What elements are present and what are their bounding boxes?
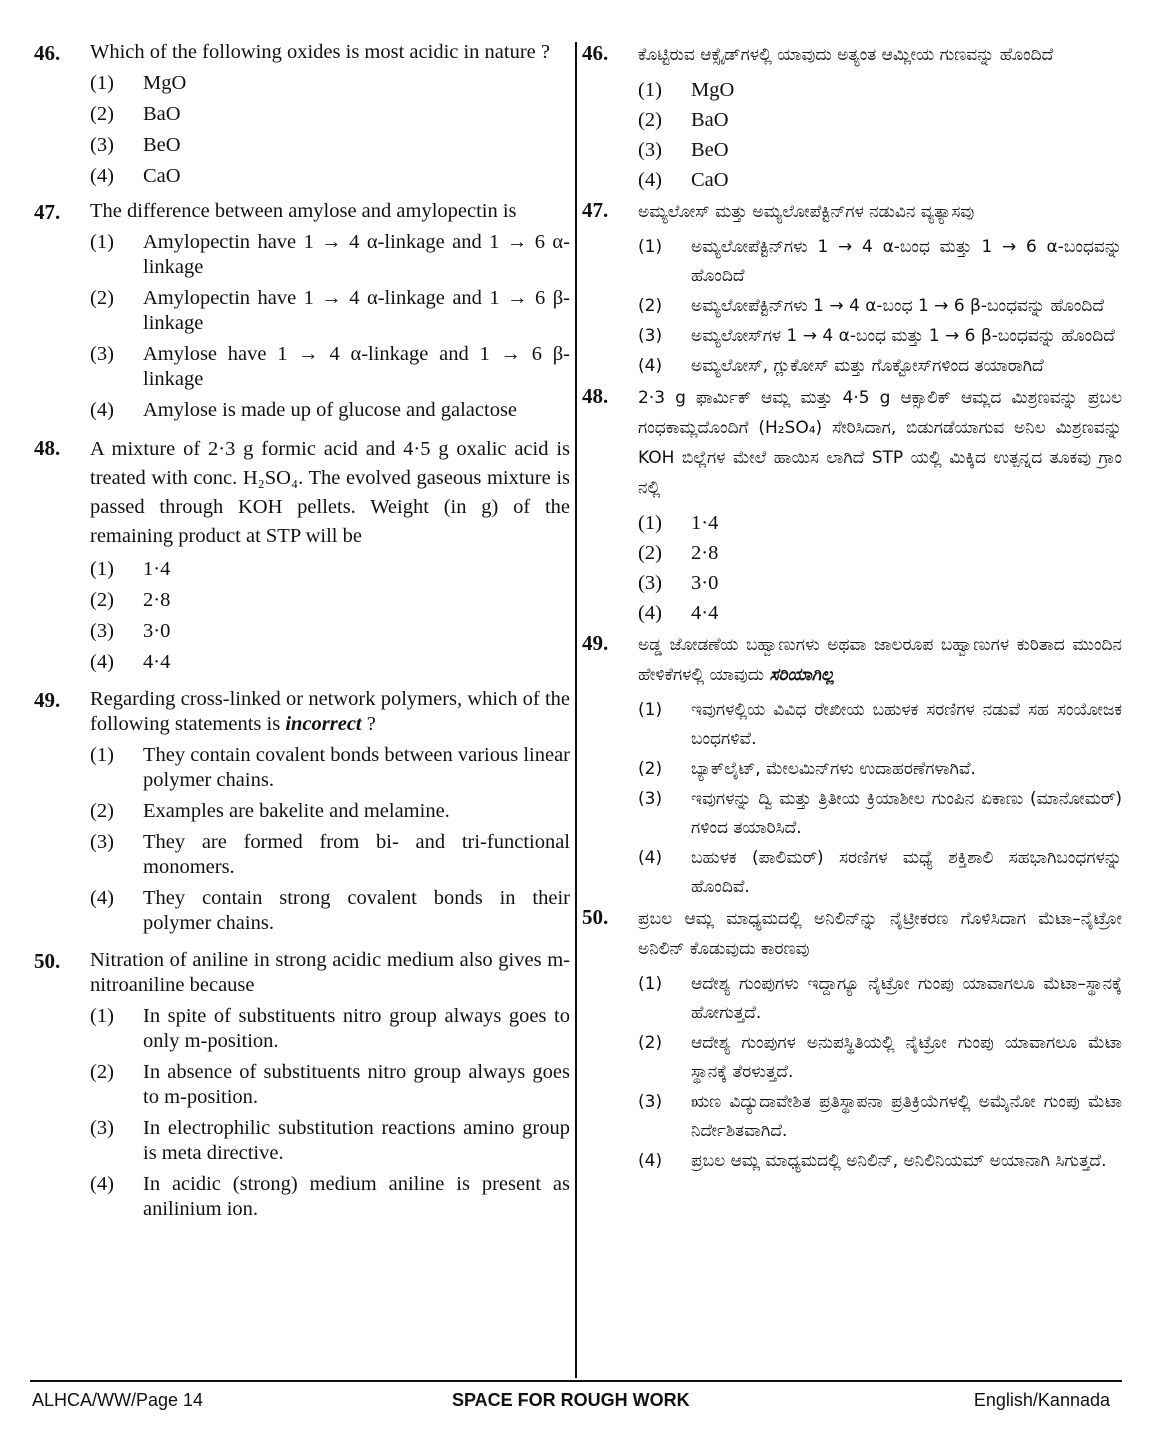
option: (1) In spite of substituents nitro group always goes to only m-position. [90,1005,570,1052]
option: (2) Examples are bakelite and melamine. [90,800,450,822]
option: (3) 3·0 [90,620,171,642]
question-text: ಅಡ್ಡ ಜೋಡಣೆಯ ಬಹ್ವಾಣುಗಳು ಅಥವಾ ಜಾಲರೂಪ ಬಹ್ವಾಣುಗಳ ಕುರಿತಾದ ಮುಂದಿನ ಹೇಳಿಕೆಗಳಲ್ಲಿ ಯಾವುದು ಸರಿಯಾಗಿಲ್ಲ [638,635,1122,685]
question-text: ಕೊಟ್ಟಿರುವ ಆಕ್ಸೈಡ್‌ಗಳಲ್ಲಿ ಯಾವುದು ಅತ್ಯಂತ ಆಮ್ಲೀಯ ಗುಣವನ್ನು ಹೊಂದಿದೆ [638,45,1054,65]
emphasis-incorrect: ಸರಿಯಾಗಿಲ್ಲ [769,665,835,685]
option: (1) ಆದೇಶ್ಯ ಗುಂಪುಗಳು ಇದ್ದಾಗ್ಯೂ ನೈಟ್ರೋ ಗುಂಪು ಯಾವಾಗಲೂ ಮೆಟಾ–ಸ್ಥಾನಕ್ಕೆ ಹೋಗುತ್ತದೆ. [638,974,1122,1023]
option: (1) They contain covalent bonds between various linear polymer chains. [90,744,570,791]
english-column [34,40,570,1228]
option: (2) BaO [638,109,729,131]
question-number: 48. [34,436,61,460]
option: (1) ಇವುಗಳಲ್ಲಿಯ ವಿವಿಧ ರೇಖೀಯ ಬಹುಳಕ ಸರಣಿಗಳ ನಡುವೆ ಸಹ ಸಂಯೋಜಕ ಬಂಧಗಳಿವೆ. [638,700,1122,749]
option: (4) In acidic (strong) medium aniline is present as anilinium ion. [90,1173,570,1220]
option: (1) ಅಮ್ಯಲೋಪೆಕ್ಟಿನ್‌ಗಳು 1 → 4 α-ಬಂಧ ಮತ್ತು 1 → 6 α-ಬಂಧವನ್ನು ಹೊಂದಿದೆ [638,237,1122,286]
option: (3) BeO [90,134,181,156]
option: (2) 2·8 [90,589,171,611]
question-number: 50. [582,905,609,929]
option: (4) ಬಹುಳಕ (ಪಾಲಿಮರ್) ಸರಣಿಗಳ ಮಧ್ಯೆ ಶಕ್ತಿಶಾಲಿ ಸಹಭಾಗಿಬಂಧಗಳನ್ನು ಹೊಂದಿವೆ. [638,848,1122,897]
question-text: ಅಮ್ಯಲೋಸ್ ಮತ್ತು ಅಮ್ಯಲೋಪೆಕ್ಟಿನ್‌ಗಳ ನಡುವಿನ ವ್ಯತ್ಯಾಸವು [638,202,975,222]
kannada-column [582,40,1122,1177]
option: (3) Amylose have 1 → 4 α-linkage and 1 → 6 β-linkage [90,343,570,390]
option: (4) ಪ್ರಬಲ ಆಮ್ಲ ಮಾಧ್ಯಮದಲ್ಲಿ ಅನಿಲಿನ್, ಅನಿಲಿನಿಯಮ್ ಅಯಾನಾಗಿ ಸಿಗುತ್ತದೆ. [638,1151,1107,1171]
question-number: 47. [582,198,609,222]
question-50-kn [582,904,1122,1176]
emphasis-incorrect: incorrect [285,713,362,735]
question-text: Which of the following oxides is most acidic in nature ? [90,41,550,63]
question-47-en [34,199,570,423]
option: (4) Amylose is made up of glucose and galactose [90,399,518,421]
page-code: ALHCA/WW/Page 14 [32,1390,204,1410]
question-49-en [34,687,570,936]
option: (3) In electrophilic substitution reactions amino group is meta directive. [90,1117,570,1164]
question-text: The difference between amylose and amylopectin is [90,200,517,222]
question-number: 50. [34,949,61,973]
option: (1) 1·4 [90,558,171,580]
question-text: ಪ್ರಬಲ ಆಮ್ಲ ಮಾಧ್ಯಮದಲ್ಲಿ ಅನಿಲಿನ್‌ನ್ನು ನೈಟ್ರೀಕರಣ ಗೊಳಿಸಿದಾಗ ಮೆಟಾ–ನೈಟ್ರೋ ಅನಿಲಿನ್ ಕೊಡುವುದು ಕಾರಣವು [638,909,1122,959]
question-48-kn [582,383,1122,628]
option: (2) 2·8 [638,542,719,564]
question-48-en [34,435,570,675]
question-text: 2·3 g ಫಾರ್ಮಿಕ್ ಆಮ್ಲ ಮತ್ತು 4·5 g ಆಕ್ಸಾಲಿಕ್ ಆಮ್ಲದ ಮಿಶ್ರಣವನ್ನು ಪ್ರಬಲ ಗಂಧಕಾಮ್ಲದೊಂದಿಗೆ (H₂SO₄) ಸೇರಿಸಿದಾಗ, ಬಿಡುಗಡೆಯಾಗುವ ಅನಿಲ ಮಿಶ್ರಣವನ್ನು KOH ಬಿಲ್ಲೆಗಳ ಮೇಲೆ ಹಾಯಿಸ ಲಾಗಿದೆ STP ಯಲ್ಲಿ ಮಿಕ್ಕಿದ ಉತ್ಪನ್ನದ ತೂಕವು ಗ್ರಾಂ ನಲ್ಲಿ [638,388,1122,498]
option: (2) Amylopectin have 1 → 4 α-linkage and 1 → 6 β-linkage [90,287,570,334]
option: (2) ಆದೇಶ್ಯ ಗುಂಪುಗಳ ಅನುಪಸ್ಥಿತಿಯಲ್ಲಿ ನೈಟ್ರೋ ಗುಂಪು ಯಾವಾಗಲೂ ಮೆಟಾ ಸ್ಥಾನಕ್ಕೆ ತೆರಳುತ್ತದೆ. [638,1033,1122,1082]
question-number: 48. [582,384,609,408]
option: (4) They contain strong covalent bonds in their polymer chains. [90,887,570,934]
option: (3) ಋಣ ವಿದ್ಯುದಾವೇಶಿತ ಪ್ರತಿಸ್ಥಾಪನಾ ಪ್ರತಿಕ್ರಿಯೆಗಳಲ್ಲಿ ಅಮೈನೋ ಗುಂಪು ಮೆಟಾ ನಿರ್ದೇಶಿತವಾಗಿದೆ. [638,1092,1122,1141]
option: (3) ಅಮ್ಯಲೋಸ್‌ಗಳ 1 → 4 α-ಬಂಧ ಮತ್ತು 1 → 6 β-ಬಂಧವನ್ನು ಹೊಂದಿದೆ [638,326,1115,346]
option: (4) 4·4 [90,651,171,673]
option: (4) CaO [638,169,729,191]
question-46-kn [582,40,1122,195]
option: (3) ಇವುಗಳನ್ನು ದ್ವಿ ಮತ್ತು ತ್ರಿತೀಯ ಕ್ರಿಯಾಶೀಲ ಗುಂಪಿನ ಏಕಾಣು (ಮಾನೋಮರ್) ಗಳಿಂದ ತಯಾರಿಸಿದೆ. [638,789,1122,838]
option: (2) In absence of substituents nitro group always goes to m-position. [90,1061,570,1108]
language-label: English/Kannada [973,1390,1110,1410]
question-number: 47. [34,200,61,224]
option: (1) Amylopectin have 1 → 4 α-linkage and 1 → 6 α-linkage [90,231,570,278]
question-number: 46. [582,41,609,65]
question-text: Regarding cross-linked or network polymers, which of the following statements is incorrect ? [90,688,570,735]
option: (2) ಅಮ್ಯಲೋಪೆಕ್ಟಿನ್‌ಗಳು 1 → 4 α-ಬಂಧ 1 → 6 β-ಬಂಧವನ್ನು ಹೊಂದಿದೆ [638,296,1105,316]
option: (4) CaO [90,165,181,187]
question-49-kn [582,630,1122,902]
rough-work-label: SPACE FOR ROUGH WORK [452,1390,690,1410]
column-divider [575,42,577,1378]
option: (1) MgO [638,79,735,101]
option: (2) ಬ್ಯಾಕ್‌ಲೈಟ್, ಮೇಲಮಿನ್‌ಗಳು ಉದಾಹರಣೆಗಳಾಗಿವೆ. [638,759,976,779]
option: (4) 4·4 [638,602,719,624]
question-text: Nitration of aniline in strong acidic medium also gives m-nitroaniline because [90,949,570,996]
footer-rule [30,1380,1122,1382]
question-50-en [34,948,570,1222]
question-46-en [34,40,570,189]
question-47-kn [582,197,1122,381]
option: (3) BeO [638,139,729,161]
option: (1) MgO [90,72,187,94]
question-number: 49. [34,688,61,712]
option: (3) 3·0 [638,572,719,594]
option: (2) BaO [90,103,181,125]
question-text: A mixture of 2·3 g formic acid and 4·5 g oxalic acid is treated with conc. H₂SO₄. The evolved gaseous mixture is passed through KOH pellets. Weight (in g) of the remaining product at STP will be [90,438,570,547]
option: (3) They are formed from bi- and tri-functional monomers. [90,831,570,878]
question-number: 46. [34,41,61,65]
option: (1) 1·4 [638,512,719,534]
question-number: 49. [582,631,609,655]
option: (4) ಅಮ್ಯಲೋಸ್, ಗ್ಲುಕೋಸ್ ಮತ್ತು ಗೊಕ್ಟೋಸ್‌ಗಳಿಂದ ತಯಾರಾಗಿದೆ [638,356,1044,376]
